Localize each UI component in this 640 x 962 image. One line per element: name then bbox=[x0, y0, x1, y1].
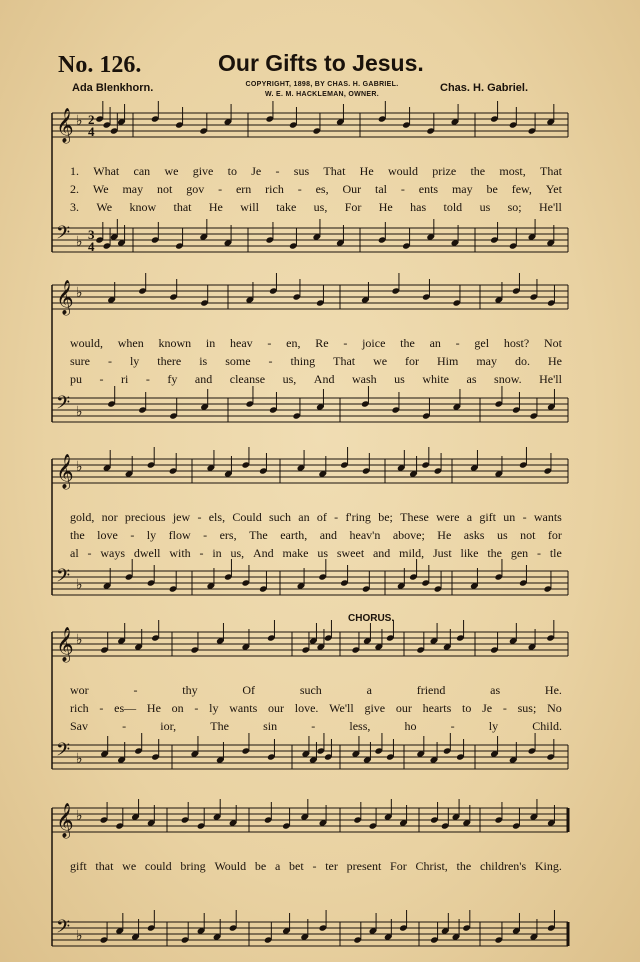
time-signature-bottom: 4 bbox=[88, 124, 95, 139]
flat-sign-icon: ♭ bbox=[76, 577, 83, 593]
flat-sign-icon: ♭ bbox=[76, 632, 83, 648]
lyric-line: pu - ri - fy and cleanse us, And wash us white as snow. He'll bbox=[70, 372, 562, 386]
time-signature-top: 2 bbox=[88, 112, 95, 127]
composer-credit: Chas. H. Gabriel. bbox=[440, 82, 529, 94]
flat-sign-icon: ♭ bbox=[76, 459, 83, 475]
bass-clef-icon: 𝄢 bbox=[56, 393, 71, 418]
flat-sign-icon: ♭ bbox=[76, 285, 83, 301]
flat-sign-icon: ♭ bbox=[76, 113, 83, 129]
lyric-line: gift that we could bring Would be a bet - ter present For Christ, the children's King. bbox=[70, 859, 562, 873]
lyric-line: would, when known in heav - en, Re - joice the an - gel host? Not bbox=[70, 336, 562, 350]
lyric-line: wor - thy Of such a friend as He. bbox=[70, 683, 562, 697]
flat-sign-icon: ♭ bbox=[76, 808, 83, 824]
treble-clef-icon: 𝄞 bbox=[56, 803, 74, 838]
treble-clef-icon: 𝄞 bbox=[56, 627, 74, 662]
lyric-line: sure - ly there is some - thing That we for Him may do. He bbox=[70, 354, 562, 368]
lyric-line: al - ways dwell with - in us, And make us sweet and mild, Just like the gen - tle bbox=[70, 546, 562, 560]
chorus-label: CHORUS. bbox=[348, 613, 395, 624]
lyric-line: 3. We know that He will take us, For He has told us so; He'll bbox=[70, 200, 562, 214]
flat-sign-icon: ♭ bbox=[76, 751, 83, 767]
lyric-line: Sav - ior, The sin - less, ho - ly Child. bbox=[70, 719, 562, 733]
hymn-title: Our Gifts to Jesus. bbox=[218, 50, 424, 76]
lyric-line: 1. What can we give to Je - sus That He would prize the most, That bbox=[70, 164, 562, 178]
time-signature-top: 3 bbox=[88, 227, 95, 242]
hymn-number: No. 126. bbox=[58, 52, 142, 78]
copyright-line: COPYRIGHT, 1898, BY CHAS. H. GABRIEL. bbox=[245, 81, 399, 88]
lyric-line: the love - ly flow - ers, The earth, and heav'n above; He asks us not for bbox=[70, 528, 562, 542]
bass-clef-icon: 𝄢 bbox=[56, 917, 71, 942]
copyright-owner-line: W. E. M. HACKLEMAN, OWNER. bbox=[265, 91, 379, 98]
flat-sign-icon: ♭ bbox=[76, 234, 83, 250]
treble-clef-icon: 𝄞 bbox=[56, 108, 74, 143]
flat-sign-icon: ♭ bbox=[76, 404, 83, 420]
time-signature-bottom: 4 bbox=[88, 239, 95, 254]
lyric-line: 2. We may not gov - ern rich - es, Our tal - ents may be few, Yet bbox=[70, 182, 562, 196]
bass-clef-icon: 𝄢 bbox=[56, 566, 71, 591]
lyricist-credit: Ada Blenkhorn. bbox=[72, 82, 154, 94]
lyric-line: gold, nor precious jew - els, Could such an of - f'ring be; These were a gift un - wants bbox=[70, 510, 562, 524]
lyric-line: rich - es— He on - ly wants our love. We'll give our hearts to Je - sus; No bbox=[70, 701, 562, 715]
bass-clef-icon: 𝄢 bbox=[56, 740, 71, 765]
treble-clef-icon: 𝄞 bbox=[56, 454, 74, 489]
treble-clef-icon: 𝄞 bbox=[56, 280, 74, 315]
flat-sign-icon: ♭ bbox=[76, 928, 83, 944]
bass-clef-icon: 𝄢 bbox=[56, 223, 71, 248]
